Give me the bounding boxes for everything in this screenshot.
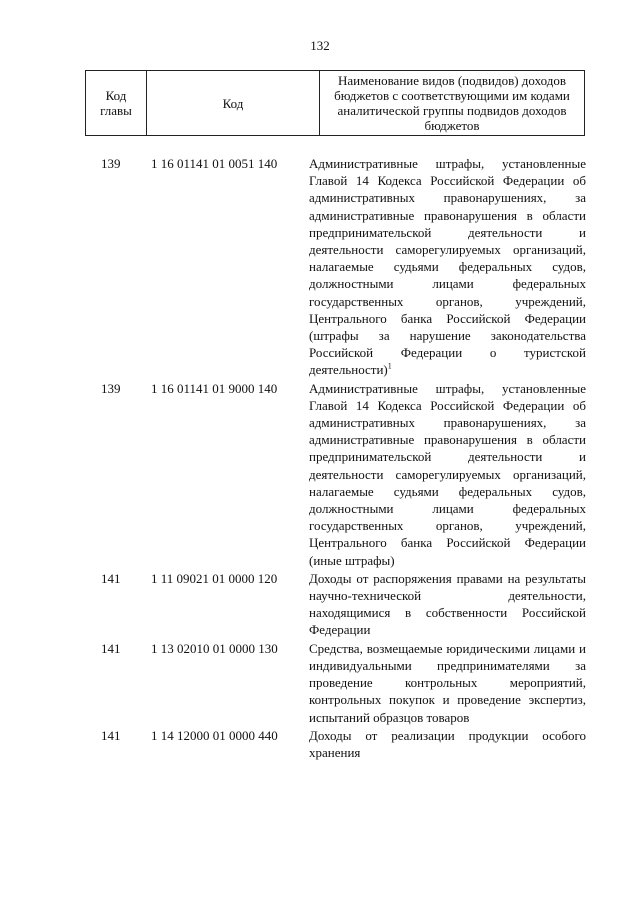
- table-row: [95, 727, 590, 761]
- table-row: [95, 155, 590, 379]
- row-code: 1 16 01141 01 9000 140: [151, 380, 278, 396]
- row-code: 1 11 09021 01 0000 120: [151, 570, 278, 586]
- row-chapter: 141: [101, 570, 121, 586]
- row-name: Доходы от реализации продукции особого хранения: [309, 727, 586, 760]
- header-name: Наименование видов (подвидов) доходов бюджетов с соответствующими им кодами аналитической группы подвидов доходов бюджетов: [320, 71, 585, 136]
- row-chapter: 139: [101, 380, 121, 396]
- row-code: 1 14 12000 01 0000 440: [151, 727, 278, 743]
- income-code-list: [95, 155, 590, 762]
- table-row: [95, 380, 590, 569]
- footnote-marker: 1: [387, 362, 392, 372]
- row-name: Доходы от распоряжения правами на результаты научно-технической деятельности, находящимися в собственности Российской Федерации: [309, 570, 586, 638]
- row-code: 1 13 02010 01 0000 130: [151, 640, 278, 656]
- table-row: [95, 570, 590, 639]
- row-name: Административные штрафы, установленные Главой 14 Кодекса Российской Федерации об административных правонарушениях, за административные правонарушения в области предпринимательской деятельности и деятельности саморегулируемых организаций, налагаемые судьями федеральных судов, должностными лицами федеральных государственных органов, учреждений, Центрального банка Российской Федерации (иные штрафы): [309, 380, 586, 568]
- row-name: Средства, возмещаемые юридическими лицами и индивидуальными предпринимателями за проведение контрольных мероприятий, контрольных покупок и проведение экспертиз, испытаний образцов товаров: [309, 640, 586, 725]
- table-row: [95, 640, 590, 726]
- header-chapter-code: [86, 71, 147, 136]
- header-code: Код: [147, 71, 320, 136]
- row-chapter: 139: [101, 156, 121, 171]
- header-chapter-code-text: Код главы: [100, 88, 132, 118]
- row-name: Административные штрафы, установленные Главой 14 Кодекса Российской Федерации об административных правонарушениях, за административные правонарушения в области предпринимательской деятельности и деятельности саморегулируемых организаций, налагаемые судьями федеральных судов, должностными лицами федеральных государственных органов, учреждений, Центрального банка Российской Федерации (штрафы за нарушение законодательства Российской Федерации о туристской деятельности): [309, 156, 586, 378]
- row-chapter: 141: [101, 727, 121, 743]
- row-code: 1 16 01141 01 0051 140: [151, 156, 278, 171]
- table-header: [85, 70, 585, 136]
- row-chapter: 141: [101, 640, 121, 656]
- row-name-cell: [309, 155, 586, 379]
- page-number: 132: [310, 38, 330, 53]
